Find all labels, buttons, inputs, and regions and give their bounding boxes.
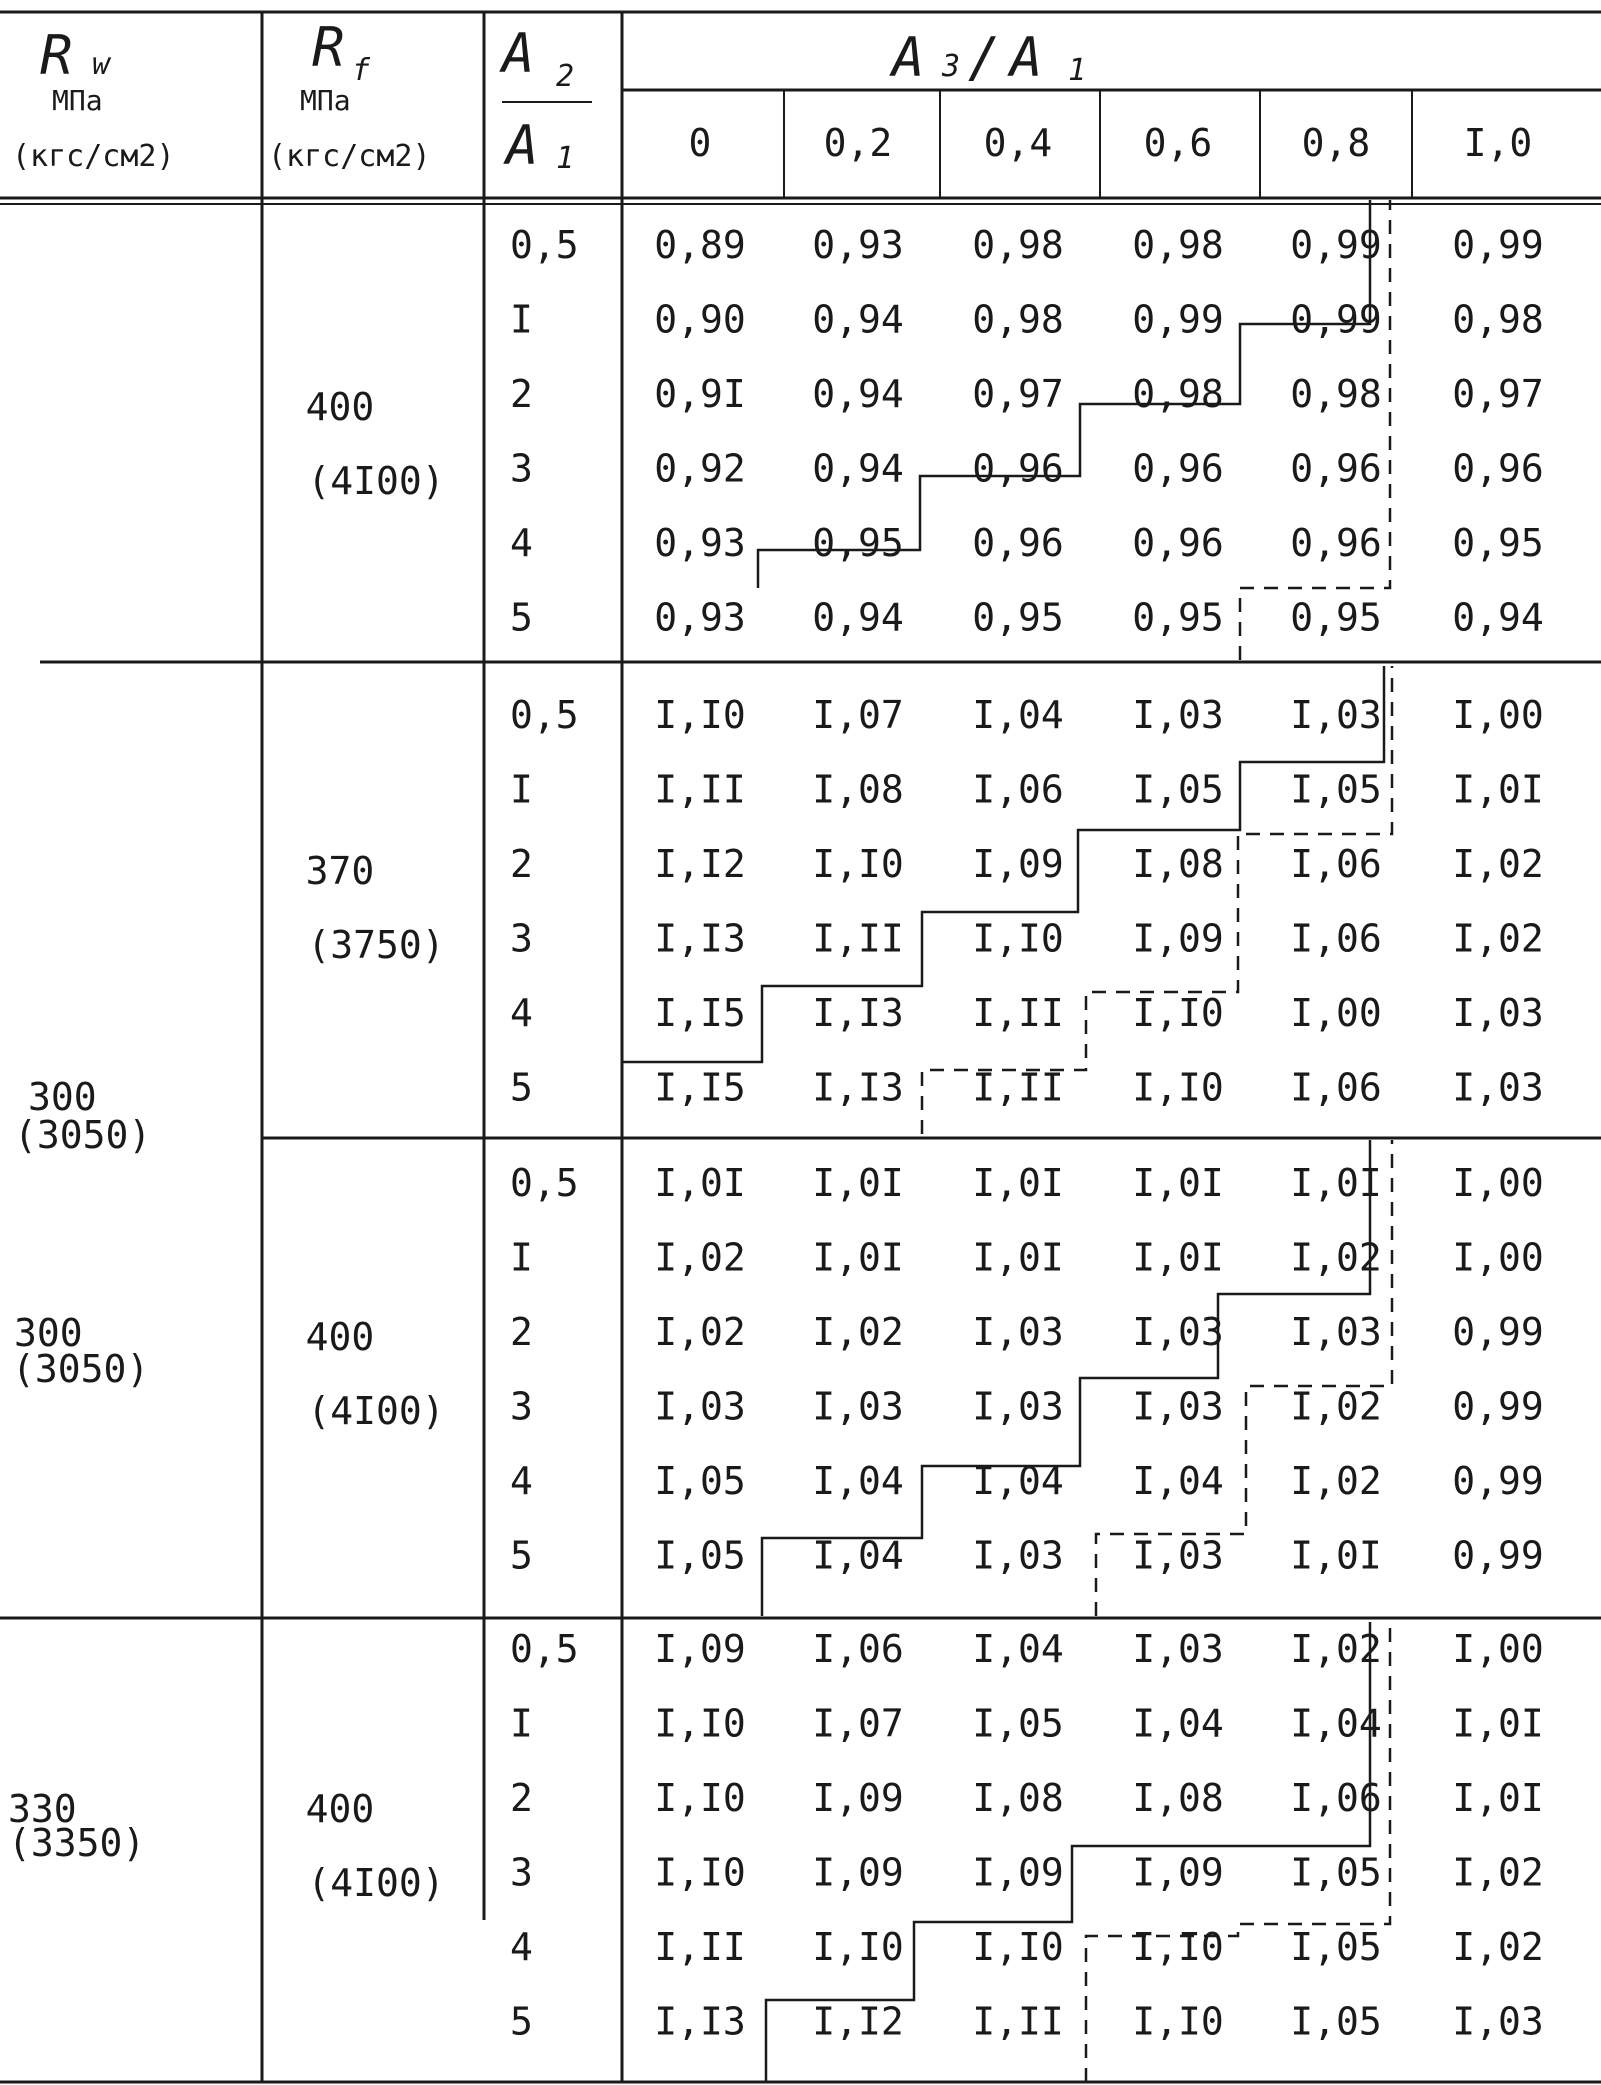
a2a1-cell: 2 xyxy=(510,1776,533,1820)
rf-label-4-value: 400 xyxy=(305,1787,375,1831)
value-cell: 0,96 xyxy=(1132,521,1224,565)
a2a1-cell: 4 xyxy=(510,1459,533,1503)
rf-label-1-kgf: (4I00) xyxy=(307,459,445,503)
a2a1-cell: 5 xyxy=(510,1533,533,1578)
a1-symbol: A xyxy=(506,114,539,177)
value-cell: I,04 xyxy=(972,1627,1064,1671)
value-cell: 0,90 xyxy=(654,297,746,342)
value-cell: I,09 xyxy=(812,1850,904,1895)
value-cell: 0,95 xyxy=(1452,521,1544,565)
value-cell: I,I3 xyxy=(654,1999,746,2044)
group-a3-symbol: A xyxy=(892,26,925,89)
value-cell: I,09 xyxy=(1132,916,1224,961)
value-cell: 0,99 xyxy=(1452,223,1544,267)
value-cell: I,I0 xyxy=(654,693,746,737)
rw-unit-kgf: (кгс/см2) xyxy=(12,139,175,174)
value-cell: I,03 xyxy=(1132,693,1224,737)
value-cell: I,06 xyxy=(812,1627,904,1671)
value-cell: I,09 xyxy=(654,1627,746,1671)
value-cell: I,I3 xyxy=(812,991,904,1035)
value-cell: I,03 xyxy=(1132,1384,1224,1429)
value-cell: 0,99 xyxy=(1452,1310,1544,1354)
value-cell: I,03 xyxy=(1132,1310,1224,1354)
ratio-col-5: I,0 xyxy=(1463,121,1533,165)
column-rules xyxy=(262,12,622,2082)
value-cell: I,I0 xyxy=(812,842,904,886)
value-cell: 0,97 xyxy=(1452,372,1544,416)
a2a1-cell: 4 xyxy=(510,991,533,1035)
value-cell: I,0I xyxy=(654,1161,746,1205)
rf-label-3-kgf: (4I00) xyxy=(307,1389,445,1433)
rw-label-3-value: 330 xyxy=(8,1787,77,1831)
value-cell: I,09 xyxy=(972,1850,1064,1895)
value-cell: 0,92 xyxy=(654,446,746,491)
value-cell: I,I3 xyxy=(812,1065,904,1110)
value-cell: 0,95 xyxy=(972,595,1064,640)
a2a1-cell: I xyxy=(510,1235,533,1280)
rf-labels xyxy=(306,385,445,1905)
value-cell: I,0I xyxy=(1452,767,1544,812)
value-cell: I,03 xyxy=(812,1384,904,1429)
value-cell: I,02 xyxy=(812,1310,904,1354)
value-cell: 0,94 xyxy=(1452,595,1544,640)
value-cell: I,02 xyxy=(1452,842,1544,886)
value-cell: 0,94 xyxy=(812,446,904,491)
value-cell: I,II xyxy=(654,767,746,812)
value-cell: I,I0 xyxy=(972,916,1064,961)
a2a1-cell: I xyxy=(510,1701,533,1746)
value-cell: I,0I xyxy=(812,1161,904,1205)
rw-label-1-value: 300 xyxy=(28,1075,97,1119)
rf-unit: МПа xyxy=(300,84,351,117)
a2-symbol: A xyxy=(502,22,535,85)
value-cell: I,05 xyxy=(1290,1850,1382,1895)
value-cell: I,03 xyxy=(1452,1999,1544,2044)
rf-label-3-value: 400 xyxy=(305,1315,375,1359)
value-cell: 0,94 xyxy=(812,297,904,342)
value-cell: I,05 xyxy=(1290,767,1382,812)
value-cell: I,05 xyxy=(1290,1999,1382,2044)
value-cell: I,I0 xyxy=(1132,1925,1224,1969)
value-cell: 0,98 xyxy=(1452,297,1544,342)
rw-unit: МПа xyxy=(52,84,103,117)
a2a1-cell: 3 xyxy=(510,1384,533,1429)
value-cell: 0,96 xyxy=(1290,521,1382,565)
value-cell: I,0I xyxy=(1132,1161,1224,1205)
a2a1-cell: 0,5 xyxy=(510,223,579,267)
value-cell: I,09 xyxy=(1132,1850,1224,1895)
ratio-col-1: 0,2 xyxy=(823,121,893,165)
value-cell: I,03 xyxy=(972,1533,1064,1578)
rf-unit-kgf: (кгс/см2) xyxy=(268,139,431,174)
value-cell: I,03 xyxy=(972,1384,1064,1429)
value-cell: 0,96 xyxy=(972,446,1064,491)
value-cell: I,04 xyxy=(972,1459,1064,1503)
value-cell: I,I0 xyxy=(654,1776,746,1820)
value-cell: I,03 xyxy=(1452,991,1544,1035)
value-cell: I,I3 xyxy=(654,916,746,961)
value-cell: I,02 xyxy=(1452,1850,1544,1895)
value-cell: I,02 xyxy=(654,1310,746,1354)
value-cell: I,08 xyxy=(1132,842,1224,886)
value-cell: I,05 xyxy=(654,1533,746,1578)
value-cell: I,II xyxy=(972,1999,1064,2044)
rf-symbol: R xyxy=(312,16,345,79)
value-cell: 0,99 xyxy=(1452,1384,1544,1429)
a2-subscript: 2 xyxy=(556,59,575,94)
value-cell: I,03 xyxy=(1452,1065,1544,1110)
value-cell: I,I5 xyxy=(654,1065,746,1110)
a2a1-cell: I xyxy=(510,297,533,342)
a2a1-cell: 3 xyxy=(510,1850,533,1895)
value-cell: 0,97 xyxy=(972,372,1064,416)
boundary-dashed-block-1 xyxy=(1240,200,1390,660)
a2a1-cell: 5 xyxy=(510,1999,533,2044)
value-cell: I,I0 xyxy=(1132,1999,1224,2044)
value-cell: I,00 xyxy=(1452,693,1544,737)
value-cell: I,03 xyxy=(972,1310,1064,1354)
value-cell: I,II xyxy=(972,1065,1064,1110)
rf-subscript: f xyxy=(352,53,371,88)
a2a1-cell: I xyxy=(510,767,533,812)
ratio-col-0: 0 xyxy=(688,121,712,165)
value-cell: 0,93 xyxy=(654,521,746,565)
value-cell: I,I5 xyxy=(654,991,746,1035)
value-cell: I,02 xyxy=(654,1235,746,1280)
value-cell: 0,98 xyxy=(972,297,1064,342)
value-cell: I,03 xyxy=(1290,1310,1382,1354)
value-cell: I,05 xyxy=(1132,767,1224,812)
rw-label-2-value: 300 xyxy=(14,1311,83,1355)
rw-label-3-kgf: (3350) xyxy=(8,1821,146,1865)
rw-labels xyxy=(8,1075,151,1865)
a2a1-cell: 4 xyxy=(510,521,533,565)
value-cell: I,0I xyxy=(972,1161,1064,1205)
rw-subscript: w xyxy=(92,47,111,82)
value-cell: 0,96 xyxy=(1132,446,1224,491)
value-cell: I,05 xyxy=(972,1701,1064,1746)
value-cell: I,08 xyxy=(972,1776,1064,1820)
value-cell: I,I0 xyxy=(654,1850,746,1895)
value-cell: 0,89 xyxy=(654,223,746,267)
value-cell: 0,93 xyxy=(812,223,904,267)
value-cell: I,06 xyxy=(1290,1776,1382,1820)
rf-label-4-kgf: (4I00) xyxy=(307,1861,445,1905)
value-cell: 0,98 xyxy=(1132,223,1224,267)
value-cell: I,0I xyxy=(972,1235,1064,1280)
value-cell: I,I0 xyxy=(654,1701,746,1746)
value-cell: I,II xyxy=(972,991,1064,1035)
value-cell: I,03 xyxy=(654,1384,746,1429)
value-cell: I,08 xyxy=(1132,1776,1224,1820)
value-cell: I,I2 xyxy=(812,1999,904,2044)
value-cell: I,09 xyxy=(812,1776,904,1820)
value-cell: I,00 xyxy=(1290,991,1382,1035)
value-cell: 0,99 xyxy=(1132,297,1224,342)
value-cell: I,0I xyxy=(1290,1161,1382,1205)
value-cell: I,09 xyxy=(972,842,1064,886)
value-cell: I,04 xyxy=(972,693,1064,737)
ratio-col-3: 0,6 xyxy=(1143,121,1213,165)
value-cell: I,00 xyxy=(1452,1627,1544,1671)
value-cell: I,04 xyxy=(812,1533,904,1578)
value-cell: I,I0 xyxy=(972,1925,1064,1969)
value-cell: I,02 xyxy=(1290,1459,1382,1503)
value-cell: 0,95 xyxy=(1290,595,1382,640)
a2a1-cell: 2 xyxy=(510,1310,533,1354)
value-cell: I,03 xyxy=(1132,1627,1224,1671)
value-cell: I,00 xyxy=(1452,1161,1544,1205)
a2a1-cell: 3 xyxy=(510,446,533,491)
value-cell: 0,9I xyxy=(654,372,746,416)
value-cell: 0,95 xyxy=(812,521,904,565)
value-cell: I,08 xyxy=(812,767,904,812)
a2a1-cell: 4 xyxy=(510,1925,533,1969)
value-cell: I,0I xyxy=(1452,1776,1544,1820)
value-cell: 0,94 xyxy=(812,595,904,640)
value-cell: 0,98 xyxy=(1290,372,1382,416)
value-cell: I,07 xyxy=(812,1701,904,1746)
a2a1-cell: 0,5 xyxy=(510,1161,579,1205)
value-cell: I,04 xyxy=(1290,1701,1382,1746)
a2a1-cell: 5 xyxy=(510,1065,533,1110)
value-cell: 0,94 xyxy=(812,372,904,416)
group-a1-subscript: 1 xyxy=(1068,53,1087,88)
value-cell: I,03 xyxy=(1132,1533,1224,1578)
value-cell: 0,95 xyxy=(1132,595,1224,640)
a2a1-cell: 0,5 xyxy=(510,1627,579,1671)
value-cell: I,0I xyxy=(1452,1701,1544,1746)
value-cell: I,I0 xyxy=(812,1925,904,1969)
value-cell: I,00 xyxy=(1452,1235,1544,1280)
value-cell: I,0I xyxy=(812,1235,904,1280)
value-cell: I,07 xyxy=(812,693,904,737)
value-cell: I,I0 xyxy=(1132,991,1224,1035)
value-cell: I,05 xyxy=(1290,1925,1382,1969)
value-cell: I,02 xyxy=(1452,916,1544,961)
value-cell: I,04 xyxy=(1132,1701,1224,1746)
value-cell: I,06 xyxy=(972,767,1064,812)
value-cell: I,II xyxy=(654,1925,746,1969)
rw-label-2-kgf: (3050) xyxy=(12,1347,150,1391)
group-a3-subscript: 3 xyxy=(942,49,961,84)
a1-subscript: 1 xyxy=(556,141,575,176)
table-header xyxy=(0,12,1601,204)
value-cell: 0,96 xyxy=(1290,446,1382,491)
value-cell: 0,96 xyxy=(1452,446,1544,491)
ratio-col-2: 0,4 xyxy=(983,121,1053,165)
data-rows xyxy=(510,223,1544,2044)
rf-label-1-value: 400 xyxy=(305,385,375,429)
value-cell: I,05 xyxy=(654,1459,746,1503)
value-cell: 0,98 xyxy=(972,223,1064,267)
value-cell: I,02 xyxy=(1290,1384,1382,1429)
value-cell: I,02 xyxy=(1452,1925,1544,1969)
ratio-column-headers xyxy=(689,121,1533,165)
rf-label-2-kgf: (3750) xyxy=(307,923,445,967)
value-cell: 0,98 xyxy=(1132,372,1224,416)
a2a1-cell: 2 xyxy=(510,372,533,416)
rw-label-1-kgf: (3050) xyxy=(14,1113,152,1157)
value-cell: I,04 xyxy=(812,1459,904,1503)
value-cell: 0,93 xyxy=(654,595,746,640)
value-cell: I,0I xyxy=(1132,1235,1224,1280)
value-cell: 0,99 xyxy=(1452,1459,1544,1503)
a2a1-cell: 5 xyxy=(510,595,533,640)
value-cell: I,02 xyxy=(1290,1627,1382,1671)
value-cell: 0,99 xyxy=(1290,297,1382,342)
value-cell: I,I2 xyxy=(654,842,746,886)
value-cell: I,I0 xyxy=(1132,1065,1224,1110)
a2a1-cell: 2 xyxy=(510,842,533,886)
a2a1-cell: 0,5 xyxy=(510,693,579,737)
value-cell: I,06 xyxy=(1290,842,1382,886)
rf-label-2-value: 370 xyxy=(305,849,375,893)
group-slash: / xyxy=(968,26,1001,89)
value-cell: 0,99 xyxy=(1290,223,1382,267)
value-cell: 0,96 xyxy=(972,521,1064,565)
value-cell: I,03 xyxy=(1290,693,1382,737)
a2a1-cell: 3 xyxy=(510,916,533,961)
value-cell: 0,99 xyxy=(1452,1533,1544,1578)
value-cell: I,II xyxy=(812,916,904,961)
ratio-col-4: 0,8 xyxy=(1301,121,1371,165)
value-cell: I,04 xyxy=(1132,1459,1224,1503)
value-cell: I,0I xyxy=(1290,1533,1382,1578)
value-cell: I,02 xyxy=(1290,1235,1382,1280)
group-a1-symbol: A xyxy=(1010,26,1043,89)
rw-symbol: R xyxy=(40,24,73,87)
value-cell: I,06 xyxy=(1290,916,1382,961)
value-cell: I,06 xyxy=(1290,1065,1382,1110)
